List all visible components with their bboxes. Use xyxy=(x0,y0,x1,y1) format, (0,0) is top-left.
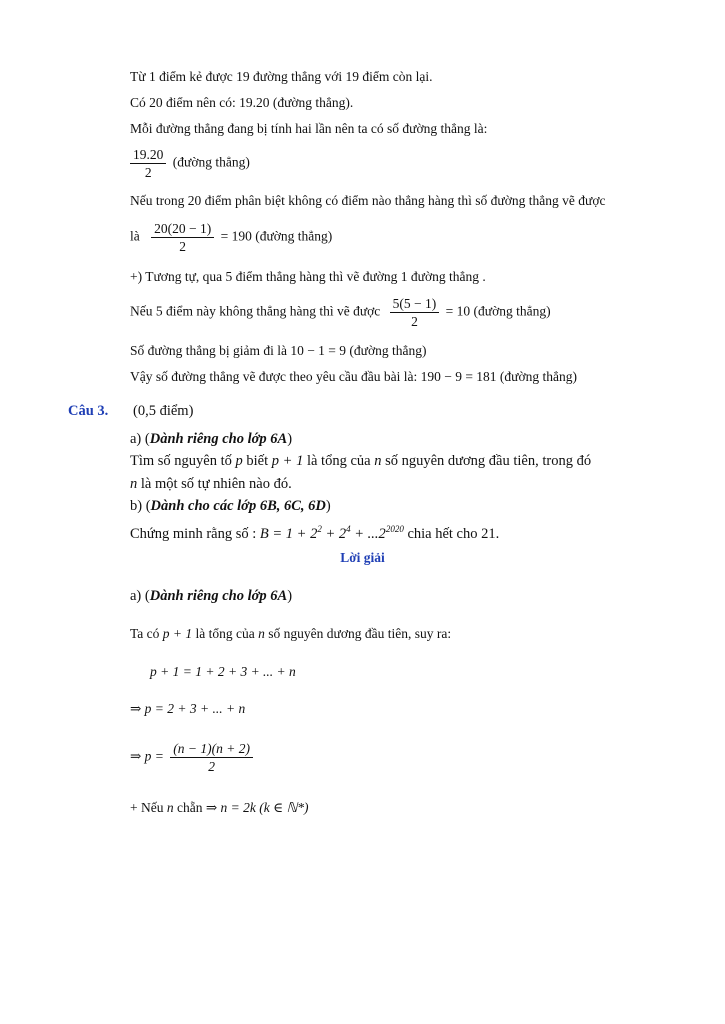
math-expression: ⇒ n = 2k (k ∈ ℕ*) xyxy=(205,800,309,815)
solution-part-a-title: Dành riêng cho lớp 6A xyxy=(149,588,288,604)
part-b-title: Dành cho các lớp 6B, 6C, 6D xyxy=(150,498,326,514)
part-a-heading xyxy=(130,430,292,448)
question-score: (0,5 điểm) xyxy=(133,403,194,419)
text-segment: chia hết cho 21. xyxy=(407,526,500,542)
math-variable: n xyxy=(166,800,174,815)
fraction-line xyxy=(130,220,332,255)
text-segment: Nếu 5 điểm này không thẳng hàng thì vẽ được xyxy=(130,303,381,319)
text-segment: số nguyên dương đầu tiên, suy ra: xyxy=(268,626,452,641)
math-expression: p + 1 xyxy=(271,453,304,469)
fraction-denominator: 2 xyxy=(144,165,152,180)
question-label: Câu 3. xyxy=(68,403,109,419)
text-line xyxy=(130,520,499,543)
math-term: ⇒ p = xyxy=(130,748,164,764)
text-line xyxy=(130,625,451,643)
text-segment: Ta có xyxy=(130,626,160,641)
text-segment: là một số tự nhiên nào đó. xyxy=(140,476,292,492)
text-line: +) Tương tự, qua 5 điểm thẳng hàng thì vẽ đường 1 đường thẳng . xyxy=(130,269,486,284)
fraction-line xyxy=(130,146,250,181)
paren: a) ( xyxy=(130,588,150,604)
text-segment: = 190 (đường thẳng) xyxy=(220,228,333,244)
fraction xyxy=(390,295,440,330)
math-variable: n xyxy=(130,476,138,492)
paren: a) ( xyxy=(130,431,150,447)
paren: ) xyxy=(287,431,293,447)
math-expression xyxy=(260,526,404,542)
text-segment: là xyxy=(130,228,140,244)
text-line: Từ 1 điểm kẻ được 19 đường thẳng với 19 điểm còn lại. xyxy=(130,69,433,84)
fraction-numerator: 20(20 − 1) xyxy=(151,220,214,238)
text-segment: Chứng minh rằng số : xyxy=(130,526,257,542)
paren: b) ( xyxy=(130,498,151,514)
part-b-heading xyxy=(130,497,331,515)
math-variable: p xyxy=(235,453,243,469)
math-expression: p + 1 xyxy=(162,626,193,641)
text-segment: = 10 (đường thẳng) xyxy=(445,303,551,319)
fraction-numerator: (n − 1)(n + 2) xyxy=(170,740,253,758)
math-variable: n xyxy=(258,626,265,641)
text-line: Số đường thẳng bị giảm đi là 10 − 1 = 9 (đường thẳng) xyxy=(130,343,427,358)
fraction xyxy=(130,146,166,181)
math-term: + 2 xyxy=(321,526,347,542)
part-a-title: Dành riêng cho lớp 6A xyxy=(149,431,288,447)
text-segment: Tìm số nguyên tố xyxy=(130,453,232,469)
text-line xyxy=(130,799,309,817)
text-segment: là tổng của xyxy=(195,626,255,641)
math-term: + ...2 xyxy=(350,526,386,542)
text-line: Nếu trong 20 điểm phân biệt không có điểm nào thẳng hàng thì số đường thẳng vẽ được xyxy=(130,193,606,208)
text-line: Mỗi đường thẳng đang bị tính hai lần nên ta có số đường thẳng là: xyxy=(130,121,488,136)
fraction-denominator: 2 xyxy=(208,759,216,774)
text-line: Vậy số đường thẳng vẽ được theo yêu cầu đầu bài là: 190 − 9 = 181 (đường thẳng) xyxy=(130,369,577,384)
fraction-denominator: 2 xyxy=(179,239,187,254)
solution-title: Lời giải xyxy=(340,550,385,565)
text-segment: chẵn xyxy=(176,800,203,815)
text-line: Có 20 điểm nên có: 19.20 (đường thẳng). xyxy=(130,95,354,110)
fraction-numerator: 5(5 − 1) xyxy=(390,295,440,313)
math-equation xyxy=(130,740,256,775)
math-equation: ⇒ p = 2 + 3 + ... + n xyxy=(130,701,246,716)
solution-part-a-heading xyxy=(130,587,292,605)
fraction-numerator: 19.20 xyxy=(130,146,166,164)
fraction-line xyxy=(130,295,551,330)
text-line xyxy=(130,452,591,470)
math-term: B = 1 + 2 xyxy=(259,526,318,542)
paren: ) xyxy=(325,498,331,514)
math-equation: p + 1 = 1 + 2 + 3 + ... + n xyxy=(150,664,296,679)
text-segment: là tổng của xyxy=(306,453,371,469)
exponent: 2 xyxy=(317,524,322,534)
math-variable: n xyxy=(374,453,382,469)
exponent: 4 xyxy=(346,524,351,534)
fraction-denominator: 2 xyxy=(411,314,418,329)
fraction xyxy=(170,740,253,775)
text-segment: số nguyên dương đầu tiên, trong đó xyxy=(385,453,592,469)
text-segment: biết xyxy=(246,453,269,469)
text-line xyxy=(130,475,292,493)
fraction xyxy=(151,220,214,255)
text-segment: (đường thẳng) xyxy=(172,154,250,170)
paren: ) xyxy=(287,588,293,604)
text-segment: + Nếu xyxy=(130,800,164,815)
exponent: 2020 xyxy=(385,524,404,534)
